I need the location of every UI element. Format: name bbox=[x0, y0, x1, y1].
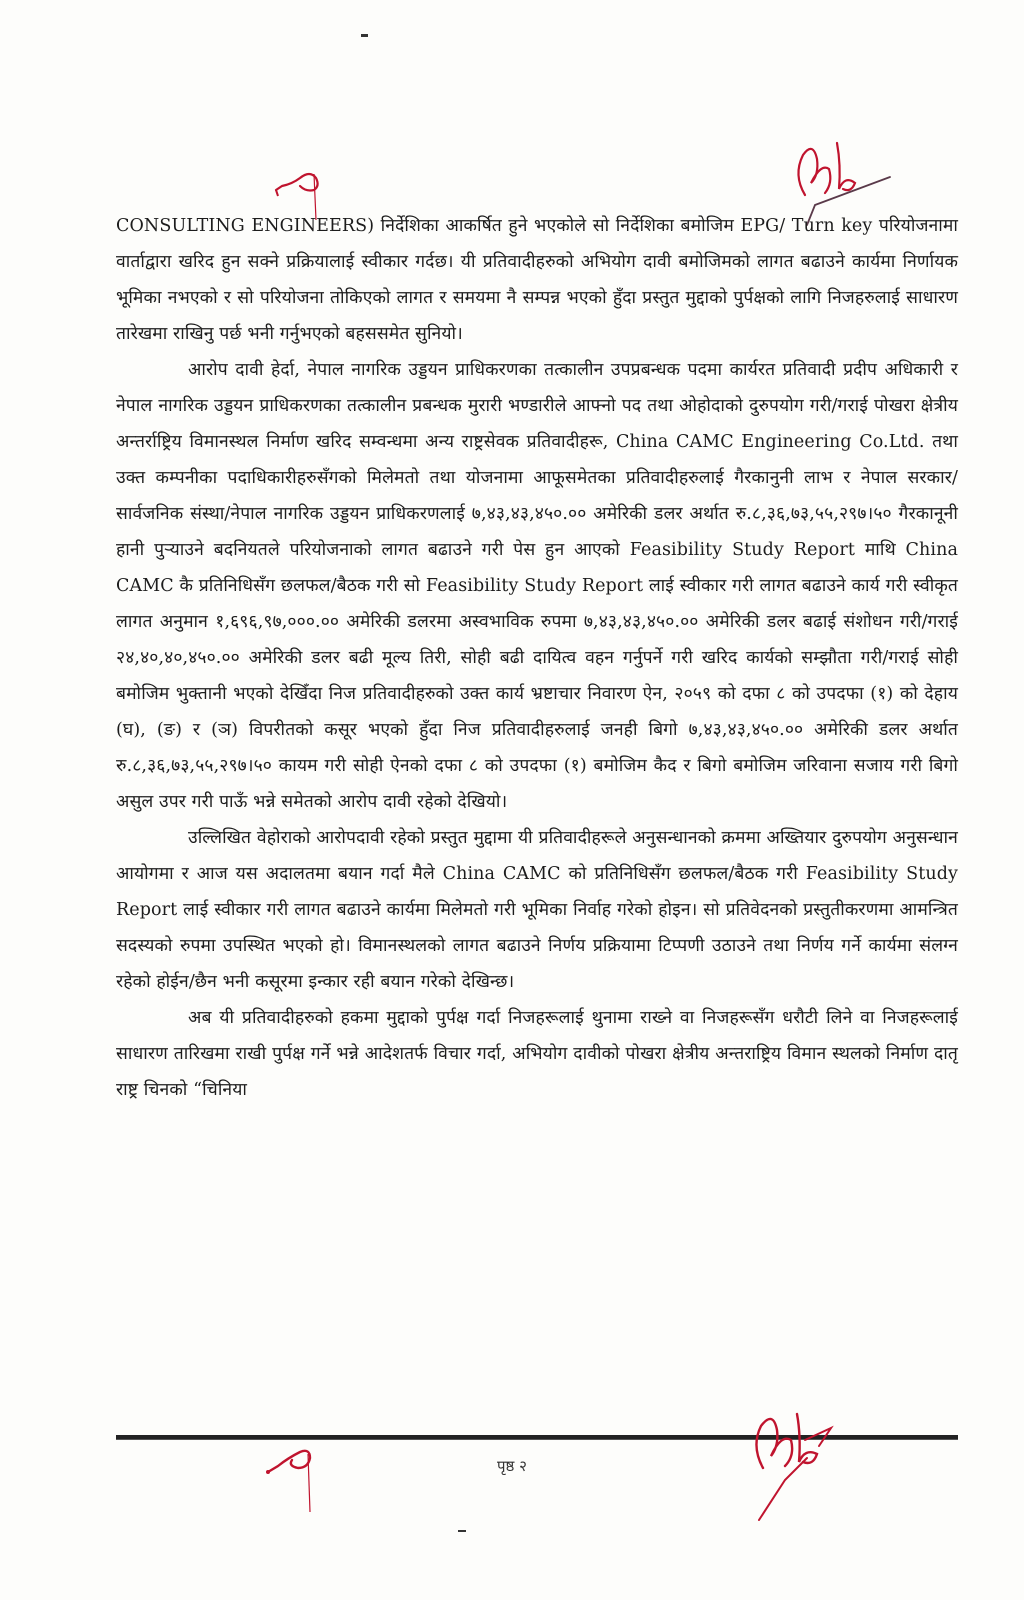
paragraph-custody-consideration: अब यी प्रतिवादीहरुको हकमा मुद्दाको पुर्पक्ष गर्दा निजहरूलाई थुनामा राख्ने वा निजहरूसँग धरौटी लिने वा निजहरूलाई साधारण तारिखमा राखी पुर्पक्ष गर्ने भन्ने आदेशतर्फ विचार गर्दा, अभियोग दावीको पोखरा क्षेत्रीय अन्तराष्ट्रिय विमान स्थलको निर्माण दातृ राष्ट्र चिनको “चिनिया bbox=[116, 1008, 958, 1100]
scan-speck-bottom bbox=[458, 1530, 466, 1532]
handwritten-initial-bottom-left bbox=[262, 1440, 332, 1515]
paragraph-continued: CONSULTING ENGINEERS) निर्देशिका आकर्षित हुने भएकोले सो निर्देशिका बमोजिम EPG/ Turn key परियोजनामा वार्ताद्वारा खरिद हुन सक्ने प्रक्रियालाई स्वीकार गर्दछ। यी प्रतिवादीहरुको अभियोग दावी बमोजिमको लागत बढाउने कार्यमा निर्णायक भूमिका नभएको र सो परियोजना तोकिएको लागत र समयमा नै सम्पन्न भएको हुँदा प्रस्तुत मुद्दाको पुर्पक्षको लागि निजहरुलाई साधारण तारेखमा राखिनु पर्छ भनी गर्नुभएको बहससमेत सुनियो। bbox=[116, 216, 958, 344]
paragraph-charge-claim: आरोप दावी हेर्दा, नेपाल नागरिक उड्डयन प्राधिकरणका तत्कालीन उपप्रबन्धक पदमा कार्यरत प्रतिवादी प्रदीप अधिकारी र नेपाल नागरिक उड्डयन प्राधिकरणका तत्कालीन प्रबन्धक मुरारी भण्डारीले आफ्नो पद तथा ओहोदाको दुरुपयोग गरी/गराई पोखरा क्षेत्रीय अन्तर्राष्ट्रिय विमानस्थल निर्माण खरिद सम्वन्धमा अन्य राष्ट्रसेवक प्रतिवादीहरू, China CAMC Engineering Co.Ltd. तथा उक्त कम्पनीका पदाधिकारीहरुसँगको मिलेमतो तथा योजनामा आफूसमेतका प्रतिवादीहरुलाई गैरकानुनी लाभ र नेपाल सरकार/सार्वजनिक संस्था/नेपाल नागरिक उड्डयन प्राधिकरणलाई ७,४३,४३,४५०.०० अमेरिकी डलर अर्थात रु.८,३६,७३,५५,२९७।५० गैरकानूनी हानी पुऱ्याउने बदनियतले परियोजनाको लागत बढाउने गरी पेस हुन आएको Feasibility Study Report माथि China CAMC कै प्रतिनिधिसँग छलफल/बैठक गरी सो Feasibility Study Report लाई स्वीकार गरी लागत बढाउने कार्य गरी स्वीकृत लागत अनुमान १,६९६,९७,०००.०० अमेरिकी डलरमा अस्वभाविक रुपमा ७,४३,४३,४५०.०० अमेरिकी डलर बढाई संशोधन गरी/गराई २४,४०,४०,४५०.०० अमेरिकी डलर बढी मूल्य तिरी, सोही बढी दायित्व वहन गर्नुपर्ने गरी खरिद कार्यको सम्झौता गरी/गराई सोही बमोजिम भुक्तानी भएको देखिँदा निज प्रतिवादीहरुको उक्त कार्य भ्रष्टाचार निवारण ऐन, २०५९ को दफा ८ को उपदफा (१) को देहाय (घ), (ङ) र (ञ) विपरीतको कसूर भएको हुँदा निज प्रतिवादीहरुलाई जनही बिगो ७,४३,४३,४५०.०० अमेरिकी डलर अर्थात रु.८,३६,७३,५५,२९७।५० कायम गरी सोही ऐनको दफा ८ को उपदफा (१) बमोजिम कैद र बिगो बमोजिम जरिवाना सजाय गरी बिगो असुल उपर गरी पाऊँ भन्ने समेतको आरोप दावी रहेको देखियो। bbox=[116, 360, 958, 812]
handwritten-signature-bottom-right bbox=[745, 1400, 855, 1530]
paragraph-defendant-statement: उल्लिखित वेहोराको आरोपदावी रहेको प्रस्तुत मुद्दामा यी प्रतिवादीहरूले अनुसन्धानको क्रममा अख्तियार दुरुपयोग अनुसन्धान आयोगमा र आज यस अदालतमा बयान गर्दा मैले China CAMC को प्रतिनिधिसँग छलफल/बैठक गरी Feasibility Study Report लाई स्वीकार गरी लागत बढाउने कार्यमा मिलेमतो गरी भूमिका निर्वाह गरेको होइन। सो प्रतिवेदनको प्रस्तुतीकरणमा आमन्त्रित सदस्यको रुपमा उपस्थित भएको हो। विमानस्थलको लागत बढाउने निर्णय प्रक्रियामा टिप्पणी उठाउने तथा निर्णय गर्ने कार्यमा संलग्न रहेको होईन/छैन भनी कसूरमा इन्कार रही बयान गरेको देखिन्छ। bbox=[116, 828, 958, 992]
page-number: पृष्ठ २ bbox=[497, 1457, 527, 1475]
scan-speck-top bbox=[361, 34, 368, 37]
document-page bbox=[116, 208, 958, 1108]
